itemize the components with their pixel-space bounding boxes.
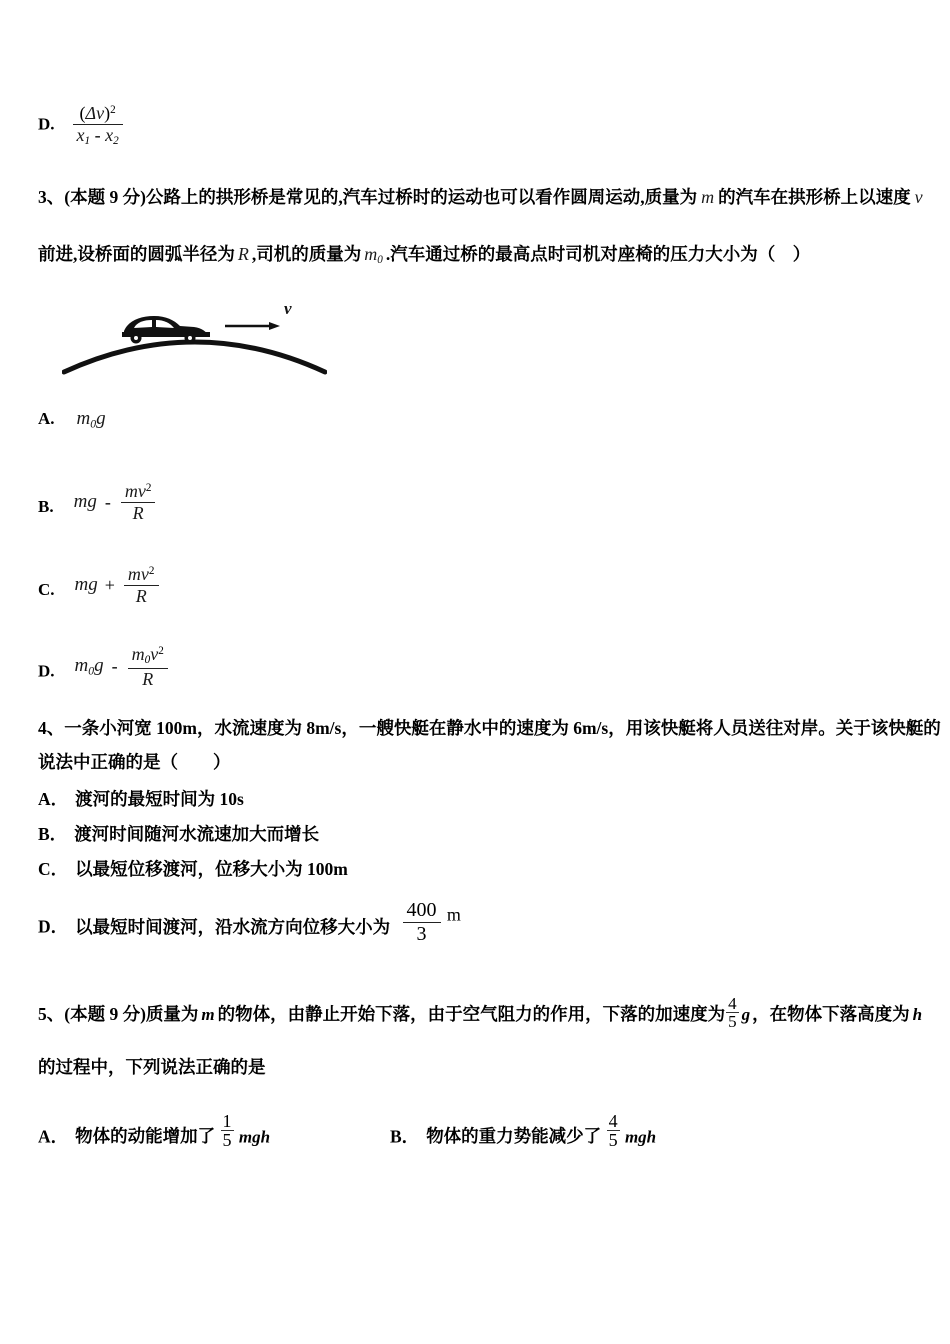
q3-stem-text-a: 公路上的拱形桥是常见的,汽车过桥时的运动也可以看作圆周运动,质量为 [145,187,698,207]
car-on-arched-bridge-figure [62,288,327,380]
q5-acceleration-fraction: $\frac{4}{5}$ [728,994,737,1031]
q4-option-d-numerator: 400 [403,900,441,923]
q5-symbol-h: h [912,1004,923,1024]
q3-stem-text-e: .汽车通过桥的最高点时司机对座椅的压力大小为（ ） [385,244,811,264]
q3-stem-line-2 [38,243,938,268]
q4-option-d-fraction [403,900,441,945]
q4-option-d-denominator: 3 [416,923,427,945]
q3-option-b [38,482,157,523]
q1-option-d-denominator: $x_1 - x_2$ [76,124,119,147]
q4-stem-text-1: 一条小河宽 100m，水流速度为 8m/s，一艘快艇在静水中的速度为 6m/s，用该快艇将人员送往对岸。关于该快艇的 [64,718,941,738]
velocity-label: v [284,299,292,318]
bridge-diagram-svg [62,288,327,380]
q5-option-b [390,1112,656,1149]
q5-option-b-fraction: $\frac{4}{5}$ [608,1111,618,1150]
q3-option-b-letter: B. [38,497,54,517]
q3-option-b-fraction [121,482,156,523]
q3-option-d-lead: $m_0g$ [74,655,104,678]
q5-stem-text-c: ，在物体下落高度为 [752,1003,910,1024]
car-shape [122,316,210,344]
q3-option-c-numerator: $mv^2$ [124,565,159,586]
q1-option-d-numerator: $(\Delta v)^2$ [73,104,123,125]
q3-symbol-m0: $m_0$ [364,244,383,267]
q3-option-a-formula: $m_0g$ [76,408,106,431]
q3-option-b-operator: - [104,491,111,512]
q4-option-b-letter: B． [38,824,68,844]
q1-option-d-formula [73,104,123,148]
q4-stem-line-1 [38,718,943,740]
q4-option-b-text: 渡河时间随河水流速加大而增长 [74,824,320,844]
q4-option-c-text: 以最短位移渡河，位移大小为 100m [75,859,348,879]
q4-option-a [38,786,244,811]
q3-option-d-letter: D. [38,661,55,681]
q5-symbol-g: g [741,1004,751,1024]
q3-stem-text-c: 前进,设桥面的圆弧半径为 [38,244,235,264]
q5-option-a [38,1112,270,1149]
q3-option-c-letter: C. [38,580,55,600]
q5-option-a-letter: A． [38,1126,69,1147]
q3-option-c-lead: mg [74,574,98,596]
q5-stem-line-2: 的过程中，下列说法正确的是 [38,1057,266,1077]
q3-symbol-v: v [914,187,923,207]
q4-option-a-letter: A． [38,789,69,809]
q5-score-tag: (本题 9 分) [64,1003,146,1024]
q3-option-d-operator: - [111,656,118,677]
q1-option-d [38,104,125,148]
q3-option-c-operator: + [104,574,115,595]
q5-stem-text-a: 质量为 [145,1003,199,1024]
q5-option-a-text: 物体的动能增加了 [75,1126,216,1147]
q4-option-d [38,900,461,945]
q4-stem-line-2: 说法中正确的是（ ） [38,752,231,772]
q4-option-c-letter: C． [38,859,69,879]
q4-option-a-text: 渡河的最短时间为 10s [75,789,244,809]
velocity-arrow [225,322,280,330]
q3-option-a-letter: A. [38,409,55,428]
q3-option-d-numerator: $m_0v^2$ [128,645,168,669]
bridge-arc [64,342,325,372]
q5-stem-line-1 [38,995,943,1030]
q3-stem-line-1 [38,186,938,209]
q5-option-a-fraction: $\frac{1}{5}$ [222,1111,232,1150]
q4-option-c [38,856,348,881]
q3-option-d-denominator: R [142,668,154,689]
q3-stem-text-b: 的汽车在拱形桥上以速度 [718,187,911,207]
q3-symbol-m: m [701,187,715,207]
q4-option-d-text: 以最短时间渡河，沿水流方向位移大小为 [75,916,391,937]
q1-option-d-letter: D. [38,114,55,134]
q3-option-d [38,645,170,689]
q3-option-a [38,408,106,431]
q5-option-b-letter: B． [390,1126,420,1147]
q5-symbol-m: m [201,1004,215,1024]
q5-number: 5、 [38,1003,65,1024]
q3-option-c [38,565,161,606]
q3-number: 3、 [38,187,65,207]
q3-symbol-r: R [237,244,249,264]
q3-stem-text-d: ,司机的质量为 [251,244,362,264]
q3-option-b-denominator: R [132,502,144,523]
q4-option-d-letter: D． [38,916,69,937]
q3-score-tag: (本题 9 分) [64,187,146,207]
q3-option-c-fraction [124,565,159,606]
q5-stem-text-b: 的物体，由静止开始下落，由于空气阻力的作用，下落的加速度为 [217,1003,726,1024]
q4-number: 4、 [38,718,65,738]
q3-option-b-numerator: $mv^2$ [121,482,156,503]
q3-option-d-fraction [128,645,168,689]
q5-option-a-expr: mgh [238,1127,271,1147]
q4-option-b [38,821,319,846]
q3-option-b-lead: mg [73,491,97,513]
q3-option-c-denominator: R [135,585,147,606]
q5-option-b-expr: mgh [624,1127,657,1147]
q4-option-d-unit: m [446,904,461,925]
q5-option-b-text: 物体的重力势能减少了 [426,1126,602,1147]
